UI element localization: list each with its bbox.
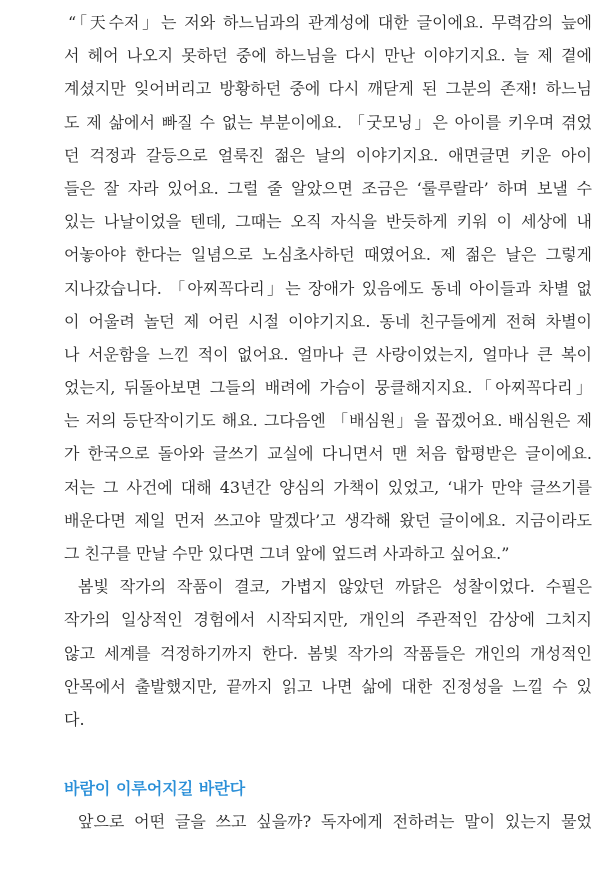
text-line: “「天수저」는 저와 하느님과의 관계성에 대한 글이에요. 무력감의 늪에 xyxy=(68,13,592,32)
interview-quote-paragraph xyxy=(64,0,592,570)
text-line: 이 어울려 놀던 제 어린 시절 이야기지요. 동네 친구들에게 전혀 차별이 xyxy=(64,311,592,331)
text-line: 어놓아야 한다는 일념으로 노심초사하던 때였어요. 제 젊은 날은 그렇게 xyxy=(64,245,592,265)
section-heading: 바람이 이루어지길 바란다 xyxy=(64,779,246,799)
text-line: 계셨지만 잊어버리고 방황하던 중에 다시 깨닫게 된 그분의 존재! 하느님 xyxy=(64,79,592,99)
text-line: 앞으로 어떤 글을 쓰고 싶을까? 독자에게 전하려는 말이 있는지 물었 xyxy=(78,812,592,832)
text-line: 들은 잘 자라 있어요. 그럴 줄 알았으면 조금은 ‘룰루랄라’ 하며 보낼 수 xyxy=(64,178,592,198)
text-line: 는 저의 등단작이기도 해요. 그다음엔 「배심원」을 꼽겠어요. 배심원은 제 xyxy=(64,411,592,431)
text-line: 나 서운함을 느낀 적이 없어요. 얼마나 큰 사랑이었는지, 얼마나 큰 복이 xyxy=(64,344,592,364)
text-line: 가 한국으로 돌아와 글쓰기 교실에 다니면서 맨 처음 합평받은 글이에요. xyxy=(64,444,592,464)
text-line: 었는지, 뒤돌아보면 그들의 배려에 가슴이 뭉클해지지요.「아찌꼭다리」 xyxy=(64,378,592,398)
text-line: 도 제 삶에서 빠질 수 없는 부분이에요. 「굿모닝」은 아이를 키우며 겪었 xyxy=(64,112,592,132)
text-line: 배운다면 제일 먼저 쓰고야 말겠다’고 생각해 왔던 글이에요. 지금이라도 xyxy=(64,510,592,530)
text-line: 그 친구를 만날 수만 있다면 그녀 앞에 엎드려 사과하고 싶어요.” xyxy=(64,544,510,563)
closing-paragraph xyxy=(64,805,592,838)
text-line: 작가의 일상적인 경험에서 시작되지만, 개인의 주관적인 감상에 그치지 xyxy=(64,610,592,630)
text-line: 지나갔습니다. 「아찌꼭다리」는 장애가 있음에도 동네 아이들과 차별 없 xyxy=(64,278,592,298)
text-line: 있는 나날이었을 텐데, 그때는 오직 자식을 반듯하게 키워 이 세상에 내 xyxy=(64,212,592,232)
text-line: 던 걱정과 갈등으로 얼룩진 젊은 날의 이야기지요. 애면글면 키운 아이 xyxy=(64,145,592,165)
text-line: 서 헤어 나오지 못하던 중에 하느님을 다시 만난 이야기지요. 늘 제 곁에 xyxy=(64,46,592,66)
text-line: 저는 그 사건에 대해 43년간 양심의 가책이 있었고, ‘내가 만약 글쓰기를 xyxy=(64,477,592,497)
text-line: 안목에서 출발했지만, 끝까지 읽고 나면 삶에 대한 진정성을 느낄 수 있 xyxy=(64,676,592,696)
text-line: 봄빛 작가의 작품이 결코, 가볍지 않았던 까닭은 성찰이었다. 수필은 xyxy=(78,577,592,597)
document-page xyxy=(64,0,592,838)
commentary-paragraph xyxy=(64,570,592,736)
text-line: 않고 세계를 걱정하기까지 한다. 봄빛 작가의 작품들은 개인의 개성적인 xyxy=(64,643,592,663)
text-line: 다. xyxy=(64,709,85,729)
